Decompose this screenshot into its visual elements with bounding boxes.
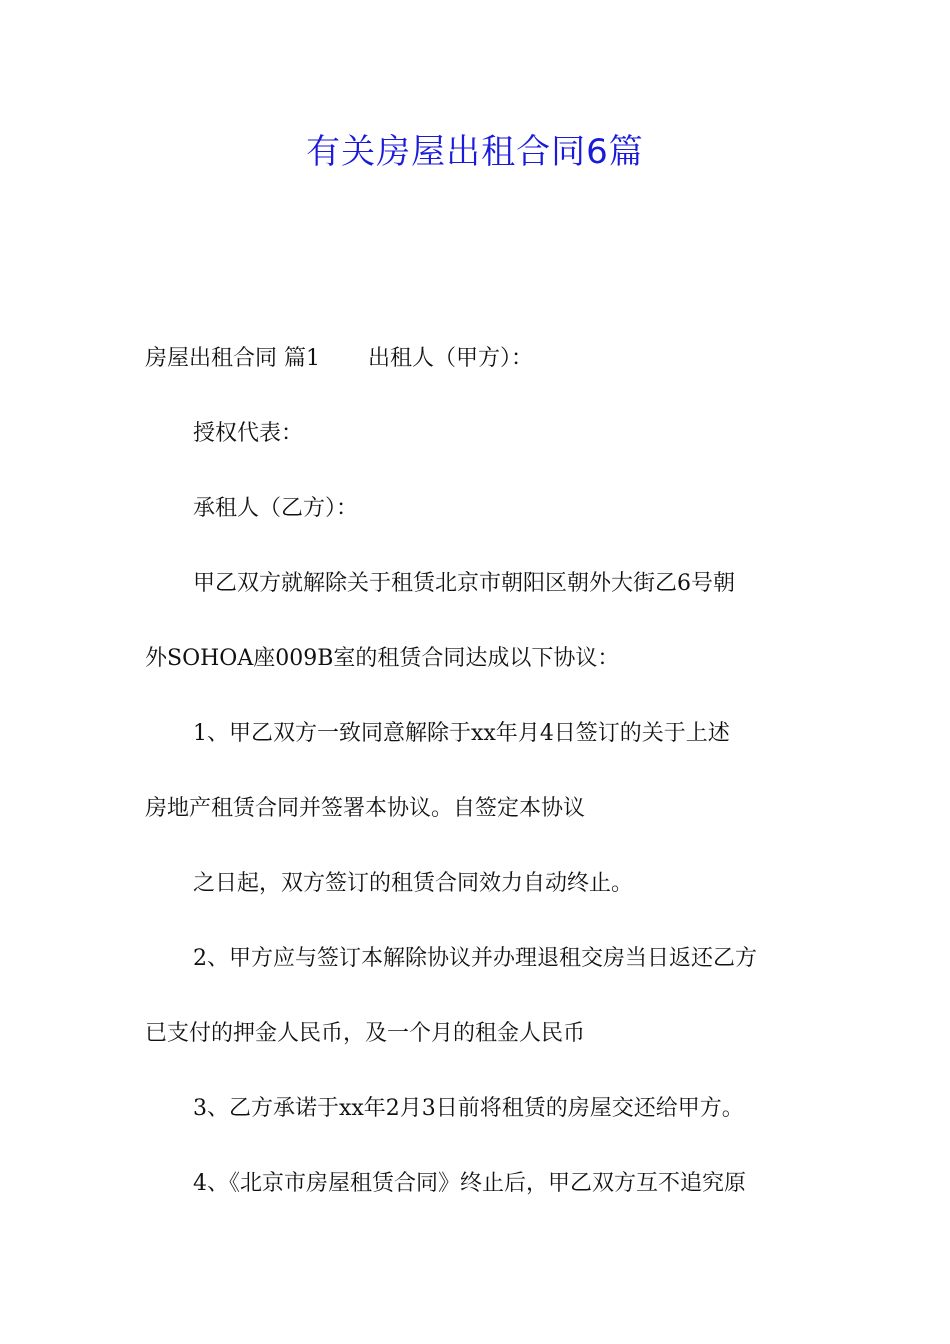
party-b-line: 承租人（乙方）： — [193, 496, 359, 521]
clause-3-line: 3、乙方承诺于xx年2月3日前将租赁的房屋交还给甲方。 — [193, 1096, 744, 1121]
document-title: 有关房屋出租合同6篇 — [306, 132, 644, 172]
clause-2-line: 2、甲方应与签订本解除协议并办理退租交房当日返还乙方 — [193, 946, 757, 971]
paragraph-line: 已支付的押金人民币，及一个月的租金人民币 — [145, 1021, 586, 1046]
authorized-rep-line: 授权代表： — [193, 421, 304, 446]
section-heading: 房屋出租合同 篇1 — [145, 346, 320, 371]
paragraph-line: 甲乙双方就解除关于租赁北京市朝阳区朝外大街乙6号朝 — [193, 571, 735, 596]
party-a-label: 出租人（甲方）： — [368, 346, 534, 371]
section-heading-line — [145, 343, 810, 375]
paragraph-line: 房地产租赁合同并签署本协议。自签定本协议 — [145, 796, 586, 821]
clause-1-line: 1、甲乙双方一致同意解除于xx年月4日签订的关于上述 — [193, 721, 730, 746]
clause-4-line: 4、《北京市房屋租赁合同》终止后，甲乙双方互不追究原 — [193, 1171, 746, 1196]
paragraph-line: 外SOHOA座009B室的租赁合同达成以下协议： — [145, 646, 620, 671]
paragraph-line: 之日起，双方签订的租赁合同效力自动终止。 — [193, 871, 634, 896]
